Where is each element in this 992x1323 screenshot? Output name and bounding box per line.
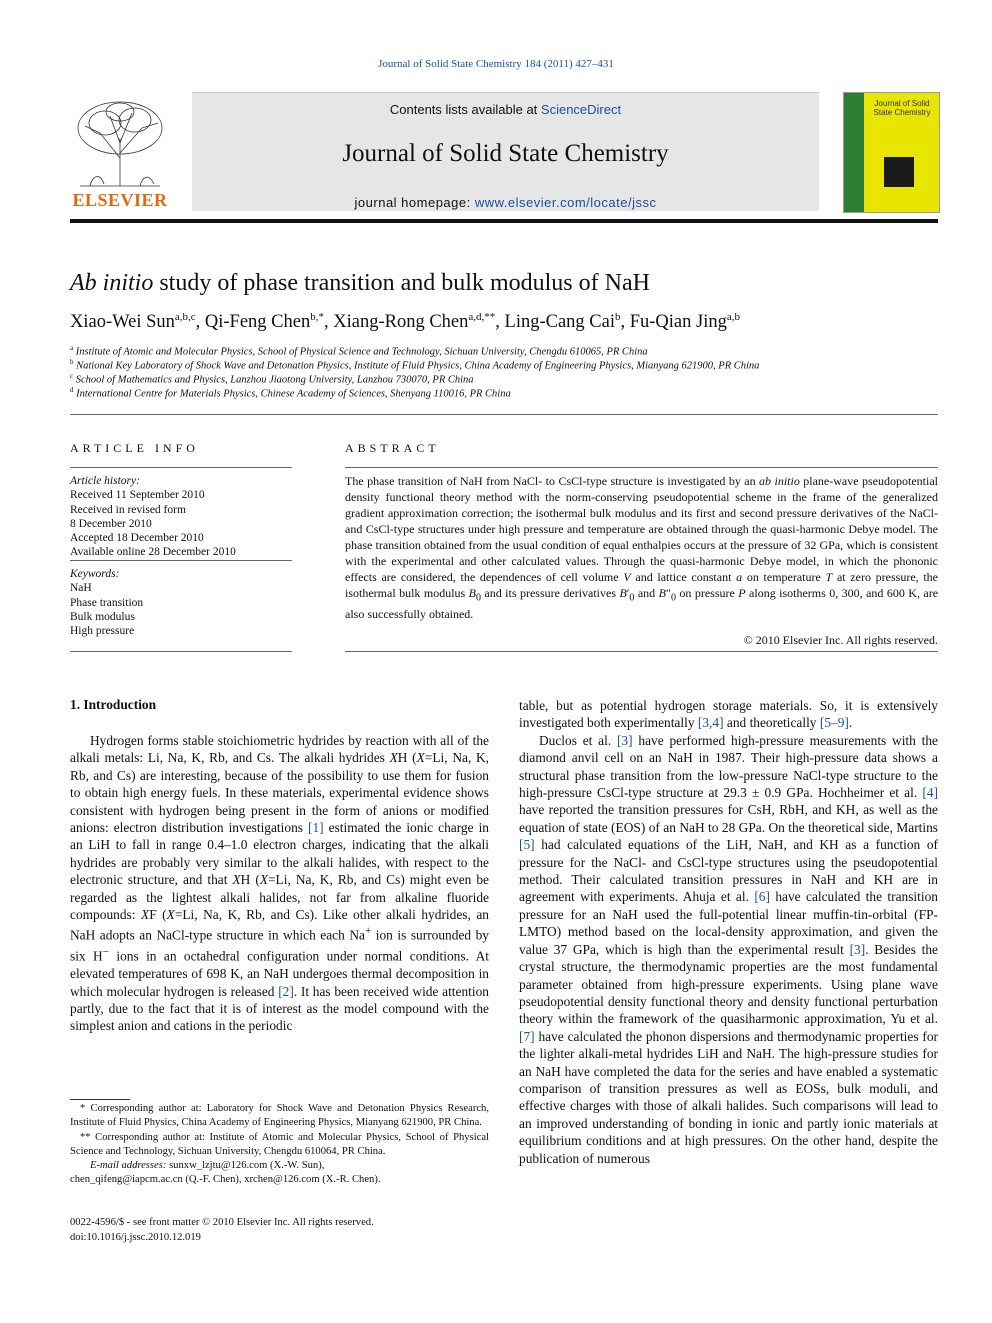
author-sep: ,: [323, 312, 334, 333]
affiliation-text: National Key Laboratory of Shock Wave and Detonation Physics, Institute of Fluid Physics, China Academy of Engineering Physics, Mianyang 621900, PR China: [76, 360, 760, 372]
affiliation-text: School of Mathematics and Physics, Lanzhou Jiaotong University, Lanzhou 730070, PR China: [75, 374, 474, 386]
doi-line[interactable]: doi:10.1016/j.jssc.2010.12.019: [70, 1231, 201, 1243]
author-sup: a,d,**: [468, 311, 496, 323]
article-info-rule: [70, 467, 292, 468]
author-name[interactable]: Ling-Cang Cai: [504, 312, 615, 333]
citation-link[interactable]: [2]: [278, 983, 294, 999]
citation-link[interactable]: [1]: [308, 820, 324, 836]
history-item: Received 11 September 2010: [70, 489, 205, 502]
citation-link[interactable]: [3,4]: [697, 715, 724, 731]
front-matter: [70, 1216, 374, 1245]
keyword: Phase transition: [70, 596, 144, 609]
body-paragraph: table, but as potential hydrogen storage materials. So, it is extensively investigated both experimentally [3,4] and theoretically [5–9].: [519, 698, 938, 731]
affiliation: [70, 344, 648, 358]
author-sup: b,*: [310, 311, 324, 323]
keywords-rule: [70, 651, 292, 652]
keyword: NaH: [70, 582, 92, 595]
affiliation: [70, 372, 474, 386]
author-name[interactable]: Fu-Qian Jing: [629, 312, 727, 333]
citation-link[interactable]: [3]: [849, 941, 866, 957]
history-item: Received in revised form: [70, 503, 186, 516]
abstract-copyright: © 2010 Elsevier Inc. All rights reserved.: [743, 633, 938, 647]
issn-line: 0022-4596/$ - see front matter © 2010 Elsevier Inc. All rights reserved.: [70, 1217, 374, 1228]
affiliation-text: Institute of Atomic and Molecular Physics, School of Physical Science and Technology, Sichuan University, Chengdu 610065, PR China: [75, 346, 648, 358]
history-label: Article history:: [70, 475, 140, 487]
abstract-heading: ABSTRACT: [345, 441, 440, 455]
contents-line: [192, 102, 819, 117]
body-column-left: [70, 732, 489, 1035]
footnote: * Corresponding author at: Laboratory for Shock Wave and Detonation Physics Research, Institute of Fluid Physics, China Academy of Engineering Physics, Mianyang 621900, PR China.: [70, 1103, 489, 1129]
citation-link[interactable]: [5–9]: [819, 715, 849, 731]
citation-link[interactable]: [7]: [519, 1028, 535, 1044]
history-item: Accepted 18 December 2010: [70, 532, 204, 545]
cover-side-band: [844, 93, 864, 212]
article-info-heading: ARTICLE INFO: [70, 441, 199, 455]
homepage-line: [192, 195, 819, 210]
footnotes: [70, 1102, 489, 1188]
homepage-prefix: journal homepage:: [354, 195, 475, 210]
footnote-rule: [70, 1099, 130, 1100]
keyword: High pressure: [70, 625, 135, 638]
footnote: E-mail addresses: sunxw_lzjtu@126.com (X.-W. Sun), chen_qifeng@iapcm.ac.cn (Q.-F. Chen), xrchen@126.com (X.-R. Chen).: [70, 1160, 381, 1186]
email-link[interactable]: chen_qifeng@iapcm.ac.cn: [70, 1174, 183, 1186]
citation-link[interactable]: [3]: [616, 732, 633, 748]
history-item: 8 December 2010: [70, 517, 152, 530]
citation-link[interactable]: [4]: [922, 785, 938, 801]
body-paragraph: Duclos et al. [3] have performed high-pressure measurements with the diamond anvil cell on an NaH in 1987. Their high-pressure data shows a structural phase transition from the low-pressure NaCl-type structure to the high-pressure CsCl-type structure at 29.3 ± 0.9 GPa. Hochheimer et al. [4] have reported the transition pressures for CsH, RbH, and KH, as well as the equation of state (EOS) of an NaH to 28 GPa. On the theoretical side, Martins [5] had calculated equations of the LiH, NaH, and KH as a function of pressure for the NaCl- and CsCl-type structures using the pseudopotential method. Their calculated transition pressures in NaH and KH are in agreement with experiments. Ahuja et al. [6] have calculated the transition pressure for an NaH used the full-potential linear muffin-tin-orbital (FP-LMTO) method based on the local-density approximation, and given the value 37 GPa, which is high than the experimental result [3]. Besides the crystal structure, the thermodynamic properties are the most fundamental parameter obtained from high-pressure experiments. Using plane wave pseudopotential density functional theory and density functional perturbation theory within the framework of the quasiharmonic approximation, Yu et al. [7] have calculated the phonon dispersions and thermodynamic properties for the lighter alkali-metal hydrides LiH and NaH. The high-pressure studies for an NaH have completed the data for the series and have enabled a systematic comparison of transition pressures as well as EOSs, bulk moduli, and effective charges with those of alkali halides. Such comparisons will lead to an improved understanding of bonding in ionic and partly ionic materials at equilibrium conditions and at high pressures. On the other hand, despite the publication of numerous: [519, 732, 938, 1166]
cover-crystal-graphic: [884, 157, 914, 187]
section-heading-introduction: 1. Introduction: [70, 697, 157, 712]
citation-link[interactable]: [5]: [519, 837, 535, 853]
footnote: ** Corresponding author at: Institute of Atomic and Molecular Physics, School of Physical Science and Technology, Sichuan University, Chengdu 610064, PR China.: [70, 1131, 489, 1157]
author-name[interactable]: Xiao-Wei Sun: [70, 312, 175, 333]
contents-prefix: Contents lists available at: [389, 102, 541, 117]
author-sep: ,: [495, 312, 505, 333]
affiliation-divider: [70, 414, 938, 415]
article-history: [70, 474, 292, 560]
author-sup: b: [614, 311, 621, 323]
author-sep: ,: [195, 312, 205, 333]
author-name[interactable]: Qi-Feng Chen: [204, 312, 311, 333]
author-sep: ,: [620, 312, 630, 333]
affiliation: [70, 386, 511, 400]
journal-reference[interactable]: Journal of Solid State Chemistry 184 (2011) 427–431: [378, 58, 614, 70]
affiliation-sup: a: [70, 344, 74, 352]
author-list: [70, 311, 740, 333]
affiliation-sup: b: [70, 358, 74, 366]
affiliation-sup: d: [70, 386, 74, 394]
elsevier-wordmark: ELSEVIER: [72, 190, 168, 210]
affiliation-text: International Centre for Materials Physics, Chinese Academy of Sciences, Shenyang 110016, PR China: [76, 388, 511, 400]
journal-cover-image: [843, 92, 940, 213]
header-rule: [70, 219, 938, 223]
email-link[interactable]: sunxw_lzjtu@126.com: [169, 1160, 268, 1172]
body-paragraph: Hydrogen forms stable stoichiometric hydrides by reaction with all of the alkali metals: Li, Na, K, Rb, and Cs. The alkali hydrides XH (X=Li, Na, K, Rb, and Cs) are interesting, because of the possibility to use them for fusion to obtain high energy fuels. In these materials, experimental evidence shows consistent with hydrogen being present in the form of anions or modified anions: electron distribution investigations [1] estimated the ionic charge in an LiH to fall in range 0.4–1.0 electron charges, indicating that the alkali hydrides are probably very similar to the alkali halides, with respect to the electronic structure, and that XH (X=Li, Na, K, Rb, and Cs) might even be regarded as the lightest alkali halides, not far from alkaline fluoride compounds: XF (X=Li, Na, K, Rb, and Cs). Like other alkali hydrides, an NaH adopts an NaCl-type structure in which each Na+ ion is surrounded by six H− ions in an octahedral configuration under normal conditions. At elevated temperatures of 698 K, an NaH undergoes thermal decomposition in which molecular hydrogen is released [2]. It has been received wide attention partly, due to the fact that it is of interest as the model compound with the simplest anion and cations in the periodic: [70, 733, 490, 1034]
keywords-label: Keywords:: [70, 568, 120, 580]
history-rule: [70, 560, 292, 561]
abstract-bottom-rule: [345, 651, 938, 652]
keyword: Bulk modulus: [70, 610, 135, 623]
history-item: Available online 28 December 2010: [70, 546, 236, 559]
paper-title: [70, 270, 650, 297]
cover-title: Journal of Solid State Chemistry: [873, 99, 931, 117]
author-sup: a,b: [726, 311, 740, 323]
affiliation-sup: c: [70, 372, 74, 380]
title-rest: study of phase transition and bulk modulus of NaH: [153, 270, 650, 296]
author-name[interactable]: Xiang-Rong Chen: [333, 312, 469, 333]
author-sup: a,b,c: [174, 311, 196, 323]
title-italic: Ab initio: [70, 270, 154, 296]
affiliation: [70, 358, 759, 372]
body-column-right: [519, 697, 938, 1167]
email-link[interactable]: xrchen@126.com: [244, 1174, 320, 1186]
homepage-link[interactable]: www.elsevier.com/locate/jssc: [474, 195, 657, 210]
citation-link[interactable]: [6]: [754, 889, 770, 905]
sciencedirect-link[interactable]: ScienceDirect: [540, 102, 622, 117]
abstract-rule: [345, 467, 938, 468]
keywords: [70, 567, 292, 638]
journal-title: Journal of Solid State Chemistry: [342, 140, 669, 167]
abstract-text: The phase transition of NaH from NaCl- to CsCl-type structure is investigated by an ab initio plane-wave pseudopotential density functional theory method with the norm-conserving pseudopotential scheme in the frame of the generalized gradient approximation correction; the isothermal bulk modulus and its first and second pressure derivatives of the NaCl- and CsCl-type structures under high pressure and temperature are obtained through the quasi-harmonic Debye model. The phase transition obtained from the usual condition of equal enthalpies occurs at the pressure of 32 GPa, which is consistent with the experimental and other calculated values. Through the quasi-harmonic Debye model, in which the phononic effects are considered, the dependences of cell volume V and lattice constant a on temperature T at zero pressure, the isothermal bulk modulus $B_0$ and its pressure derivatives $B'_0$ and $B''_0$ on pressure P along isotherms 0, 300, and 600 K, are also successfully obtained.: [345, 474, 939, 622]
